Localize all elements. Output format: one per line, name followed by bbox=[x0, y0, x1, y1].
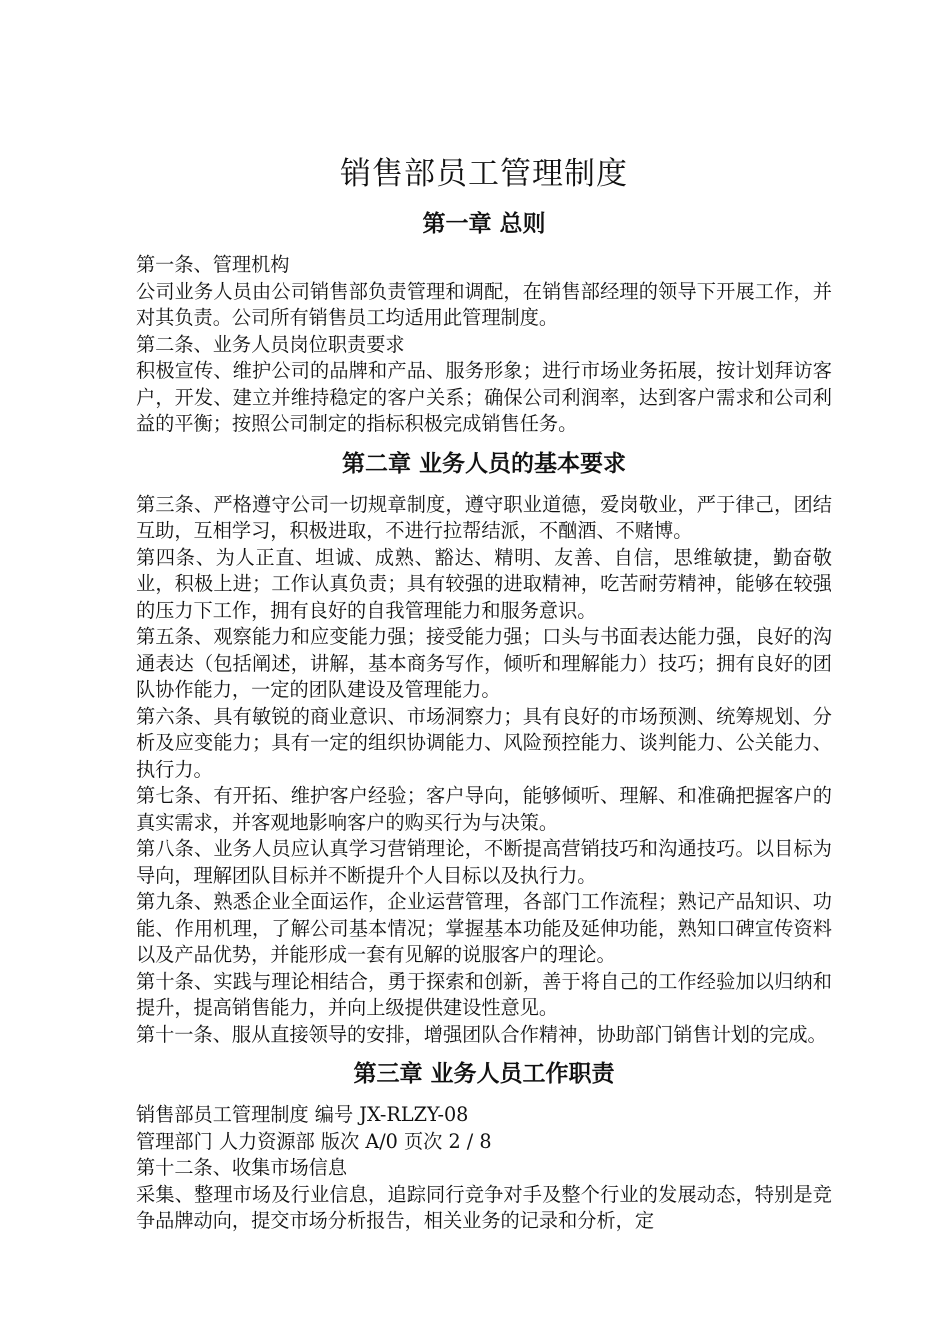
body-paragraph: 公司业务人员由公司销售部负责管理和调配，在销售部经理的领导下开展工作，并对其负责。公司所有销售员工均适用此管理制度。 bbox=[136, 279, 832, 329]
document-code-line: 销售部员工管理制度 编号 JX-RLZY-08 bbox=[136, 1103, 469, 1126]
article-paragraph: 第十条、实践与理论相结合，勇于探索和创新，善于将自己的工作经验加以归纳和提升，提高销售能力，并向上级提供建设性意见。 bbox=[136, 969, 832, 1019]
document-title: 销售部员工管理制度 bbox=[340, 156, 628, 192]
article-heading: 第二条、业务人员岗位职责要求 bbox=[136, 332, 405, 356]
body-paragraph: 采集、整理市场及行业信息，追踪同行竞争对手及整个行业的发展动态，特别是竞争品牌动向，提交市场分析报告，相关业务的记录和分析，定 bbox=[136, 1182, 832, 1232]
chapter-heading-1: 第一章 总则 bbox=[422, 211, 546, 237]
article-heading: 第一条、管理机构 bbox=[136, 253, 290, 276]
article-paragraph: 第五条、观察能力和应变能力强；接受能力强；口头与书面表达能力强，良好的沟通表达（包括阐述，讲解，基本商务写作，倾听和理解能力）技巧；拥有良好的团队协作能力，一定的团队建设及管理能力。 bbox=[136, 625, 832, 701]
article-paragraph: 第四条、为人正直、坦诚、成熟、豁达、精明、友善、自信，思维敏捷，勤奋敬业，积极上进；工作认真负责；具有较强的进取精神，吃苦耐劳精神，能够在较强的压力下工作，拥有良好的自我管理能力和服务意识。 bbox=[136, 545, 832, 622]
document-body bbox=[136, 150, 832, 1235]
body-paragraph: 积极宣传、维护公司的品牌和产品、服务形象；进行市场业务拓展，按计划拜访客户，开发、建立并维持稳定的客户关系；确保公司利润率，达到客户需求和公司利益的平衡；按照公司制定的指标积极完成销售任务。 bbox=[136, 359, 832, 435]
article-paragraph: 第三条、严格遵守公司一切规章制度，遵守职业道德，爱岗敬业，严于律己，团结互助，互相学习，积极进取，不进行拉帮结派，不酗酒、不赌博。 bbox=[136, 492, 832, 542]
chapter-heading-3: 第三章 业务人员工作职责 bbox=[353, 1061, 615, 1087]
article-paragraph: 第十一条、服从直接领导的安排，增强团队合作精神，协助部门销售计划的完成。 bbox=[136, 1022, 827, 1046]
article-paragraph: 第六条、具有敏锐的商业意识、市场洞察力；具有良好的市场预测、统筹规划、分析及应变能力；具有一定的组织协调能力、风险预控能力、谈判能力、公关能力、执行力。 bbox=[136, 704, 832, 781]
article-heading: 第十二条、收集市场信息 bbox=[136, 1156, 348, 1179]
article-paragraph: 第七条、有开拓、维护客户经验；客户导向，能够倾听、理解、和准确把握客户的真实需求，并客观地影响客户的购买行为与决策。 bbox=[136, 784, 832, 834]
article-paragraph: 第八条、业务人员应认真学习营销理论，不断提高营销技巧和沟通技巧。以目标为导向，理解团队目标并不断提升个人目标以及执行力。 bbox=[136, 837, 832, 887]
chapter-heading-2: 第二章 业务人员的基本要求 bbox=[341, 450, 626, 477]
article-paragraph: 第九条、熟悉企业全面运作，企业运营管理，各部门工作流程；熟记产品知识、功能、作用机理，了解公司基本情况；掌握基本功能及延伸功能，熟知口碑宣传资料以及产品优势，并能形成一套有见解的说服客户的理论。 bbox=[136, 890, 832, 966]
document-version-line: 管理部门 人力资源部 版次 A/0 页次 2 / 8 bbox=[136, 1129, 492, 1153]
